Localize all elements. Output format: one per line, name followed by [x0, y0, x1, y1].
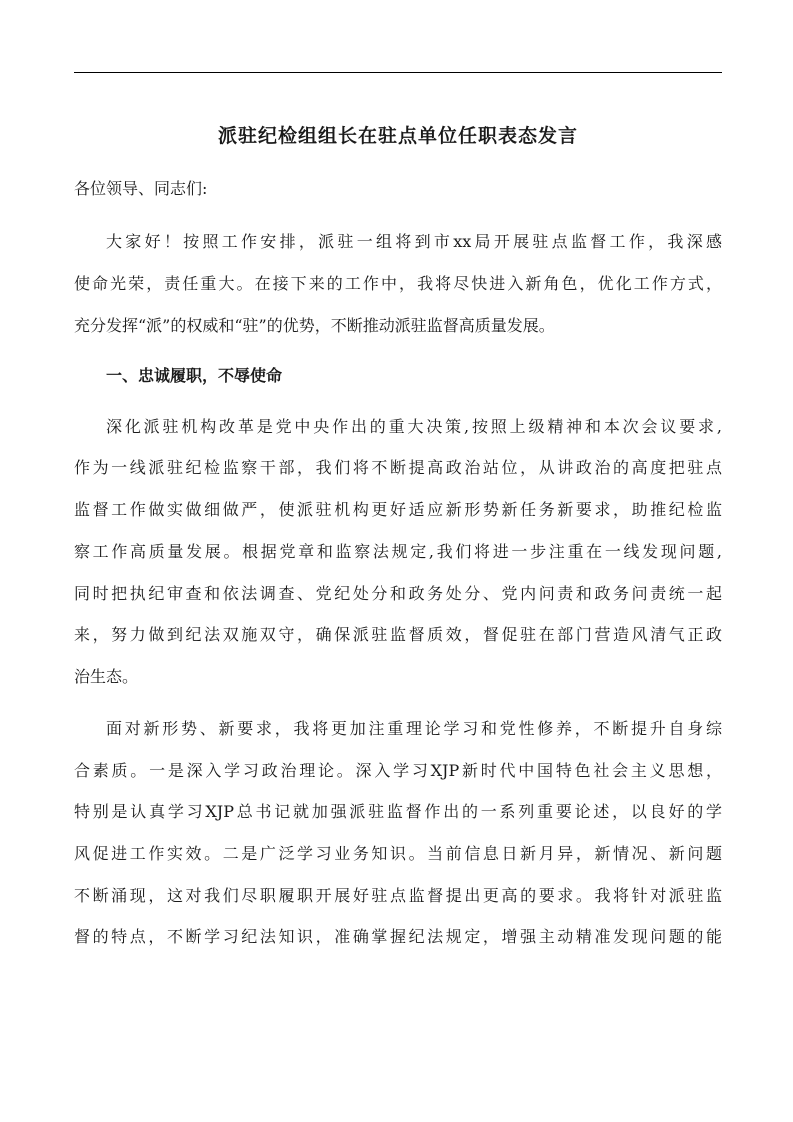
paragraph-line: 察工作高质量发展。根据党章和监察法规定,我们将进一步注重在一线发现问题,: [74, 542, 722, 561]
paragraph-line: 督的特点，不断学习纪法知识，准确掌握纪法规定，增强主动精准发现问题的能: [74, 927, 722, 946]
paragraph-line: 风促进工作实效。二是广泛学习业务知识。当前信息日新月异，新情况、新问题: [74, 844, 722, 863]
header-rule: [74, 72, 722, 73]
salutation: 各位领导、同志们:: [74, 179, 208, 198]
paragraph-line: 治生态。: [74, 667, 139, 686]
paragraph-line: 监督工作做实做细做严，使派驻机构更好适应新形势新任务新要求，助推纪检监: [74, 500, 722, 519]
paragraph-line: 面对新形势、新要求，我将更加注重理论学习和党性修养，不断提升自身综: [106, 719, 722, 738]
paragraph-line: 不断涌现，这对我们尽职履职开展好驻点监督提出更高的要求。我将针对派驻监: [74, 886, 722, 905]
paragraph-line: 使命光荣，责任重大。在接下来的工作中，我将尽快进入新角色，优化工作方式，: [74, 274, 722, 293]
paragraph-line: 特别是认真学习XJP总书记就加强派驻监督作出的一系列重要论述，以良好的学: [74, 802, 722, 821]
paragraph-line: 同时把执纪审查和依法调查、党纪处分和政务处分、党内问责和政务问责统一起: [74, 584, 722, 603]
paragraph-line: 大家好！按照工作安排，派驻一组将到市xx局开展驻点监督工作，我深感: [106, 232, 722, 251]
paragraph-line: 充分发挥“派”的权威和“驻”的优势，不断推动派驻监督高质量发展。: [74, 316, 555, 335]
paragraph-line: 来，努力做到纪法双施双守，确保派驻监督质效，督促驻在部门营造风清气正政: [74, 625, 722, 644]
paragraph-line: 作为一线派驻纪检监察干部，我们将不断提高政治站位，从讲政治的高度把驻点: [74, 458, 722, 477]
paragraph-line: 合素质。一是深入学习政治理论。深入学习XJP新时代中国特色社会主义思想，: [74, 761, 722, 780]
paragraph-line: 深化派驻机构改革是党中央作出的重大决策,按照上级精神和本次会议要求,: [106, 417, 722, 436]
document-title: 派驻纪检组组长在驻点单位任职表态发言: [217, 125, 578, 147]
section-heading: 一、忠诚履职，不辱使命: [106, 366, 283, 385]
